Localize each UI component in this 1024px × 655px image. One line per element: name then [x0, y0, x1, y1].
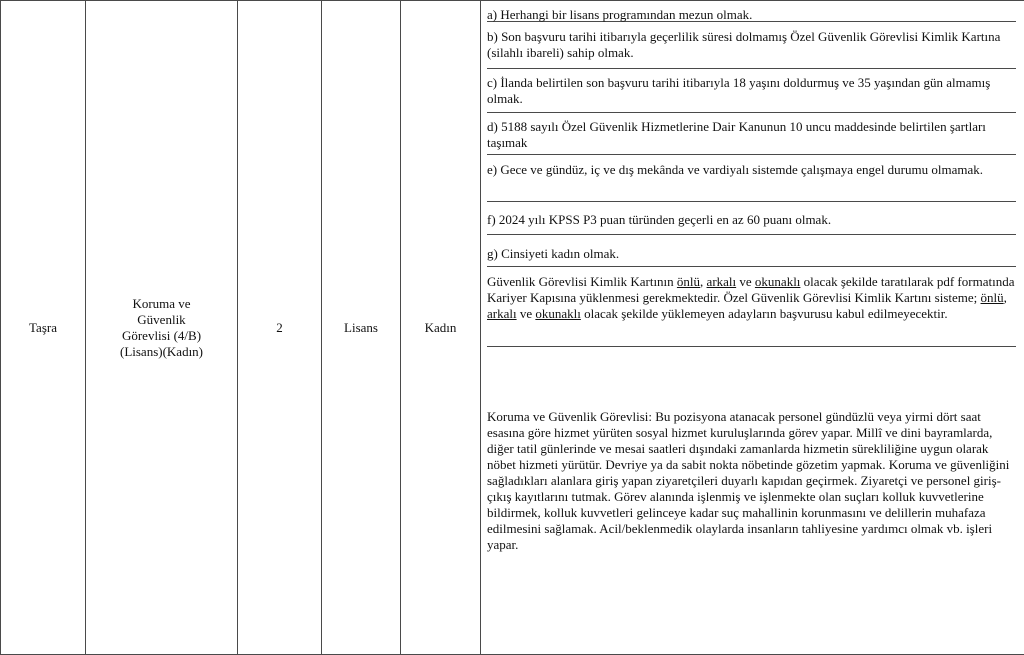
requirements-cell	[481, 1, 1024, 655]
note-underlined: önlü	[980, 290, 1004, 305]
note-underlined: önlü	[676, 274, 701, 289]
requirement-c: c) İlanda belirtilen son başvuru tarihi itibarıyla 18 yaşını doldurmuş ve 35 yaşından gün almamış olmak.	[487, 69, 1016, 113]
table-row	[1, 1, 1024, 655]
education-text: Lisans	[344, 319, 378, 335]
quota-cell	[238, 1, 322, 655]
quota-text: 2	[276, 319, 283, 335]
gender-cell	[401, 1, 481, 655]
position-title-cell	[86, 1, 238, 655]
id-card-upload-note	[487, 267, 1016, 347]
requirement-a: a) Herhangi bir lisans programından mezun olmak.	[487, 1, 1016, 22]
requirement-d: d) 5188 sayılı Özel Güvenlik Hizmetlerine Dair Kanunun 10 uncu maddesinde belirtilen şartları taşımak	[487, 113, 1016, 155]
note-text: ,	[1003, 290, 1007, 305]
gender-text: Kadın	[424, 319, 457, 335]
note-underlined: okunaklı	[535, 306, 581, 321]
note-text: ,	[700, 274, 707, 289]
region-cell	[1, 1, 86, 655]
education-cell	[322, 1, 401, 655]
note-underlined: arkalı	[487, 306, 517, 321]
note-underlined: arkalı	[706, 274, 737, 289]
note-text: olacak şekilde yüklemeyen adayların başvurusu kabul edilmeyecektir.	[580, 306, 948, 321]
position-title-text: Koruma ve Güvenlik Görevlisi (4/B) (Lisans)(Kadın)	[119, 295, 204, 359]
note-underlined: okunaklı	[754, 274, 801, 289]
note-text: ve	[736, 274, 755, 289]
job-description: Koruma ve Güvenlik Görevlisi: Bu pozisyona atanacak personel gündüzlü veya yirmi dört saat esasına göre hizmet yürüten sosyal hizmet kuruluşlarında görev yapar. Millî ve dini bayramlarda, diğer tatil günlerinde ve mesai saatleri dışındaki zamanlarda hizmetin sürekliliğine uygun olarak nöbet hizmeti yürütür. Devriye ya da sabit nokta nöbetinde gözetim yapmak. Koruma ve güvenliğini sağladıkları alanlara giriş yapan ziyaretçileri duyarlı kapıdan geçirmek. Ziyaretçi ve personel giriş-çıkış kayıtlarını tutmak. Görev alanında işlenmiş ve işlenmekte olan suçları kolluk kuvvetlerine bildirmek, kolluk kuvvetleri gelinceye kadar suç mahallinin korunmasını ve delillerin muhafaza edilmesini sağlamak. Acil/beklenmedik olaylarda insanların tahliyesine yardımcı olmak vb. işleri yapar.	[487, 409, 1010, 552]
region-text: Taşra	[29, 319, 57, 335]
requirement-f: f) 2024 yılı KPSS P3 puan türünden geçerli en az 60 puanı olmak.	[487, 202, 1016, 235]
note-text: ve	[516, 306, 536, 321]
requirement-e: e) Gece ve gündüz, iç ve dış mekânda ve vardiyalı sistemde çalışmaya engel durumu olmamak.	[487, 155, 1016, 202]
note-text: olacak şekilde taratılarak pdf formatında Kariyer Kapısına yüklenmesi gerekmektedir. Özel Güvenlik Görevlisi Kimlik Kartını sisteme;	[487, 274, 1015, 305]
note-text: Güvenlik Görevlisi Kimlik Kartının	[487, 274, 677, 289]
requirement-b: b) Son başvuru tarihi itibarıyla geçerlilik süresi dolmamış Özel Güvenlik Görevlisi Kimlik Kartına (silahlı ibareli) sahip olmak.	[487, 22, 1016, 69]
requirement-g: g) Cinsiyeti kadın olmak.	[487, 235, 1016, 267]
